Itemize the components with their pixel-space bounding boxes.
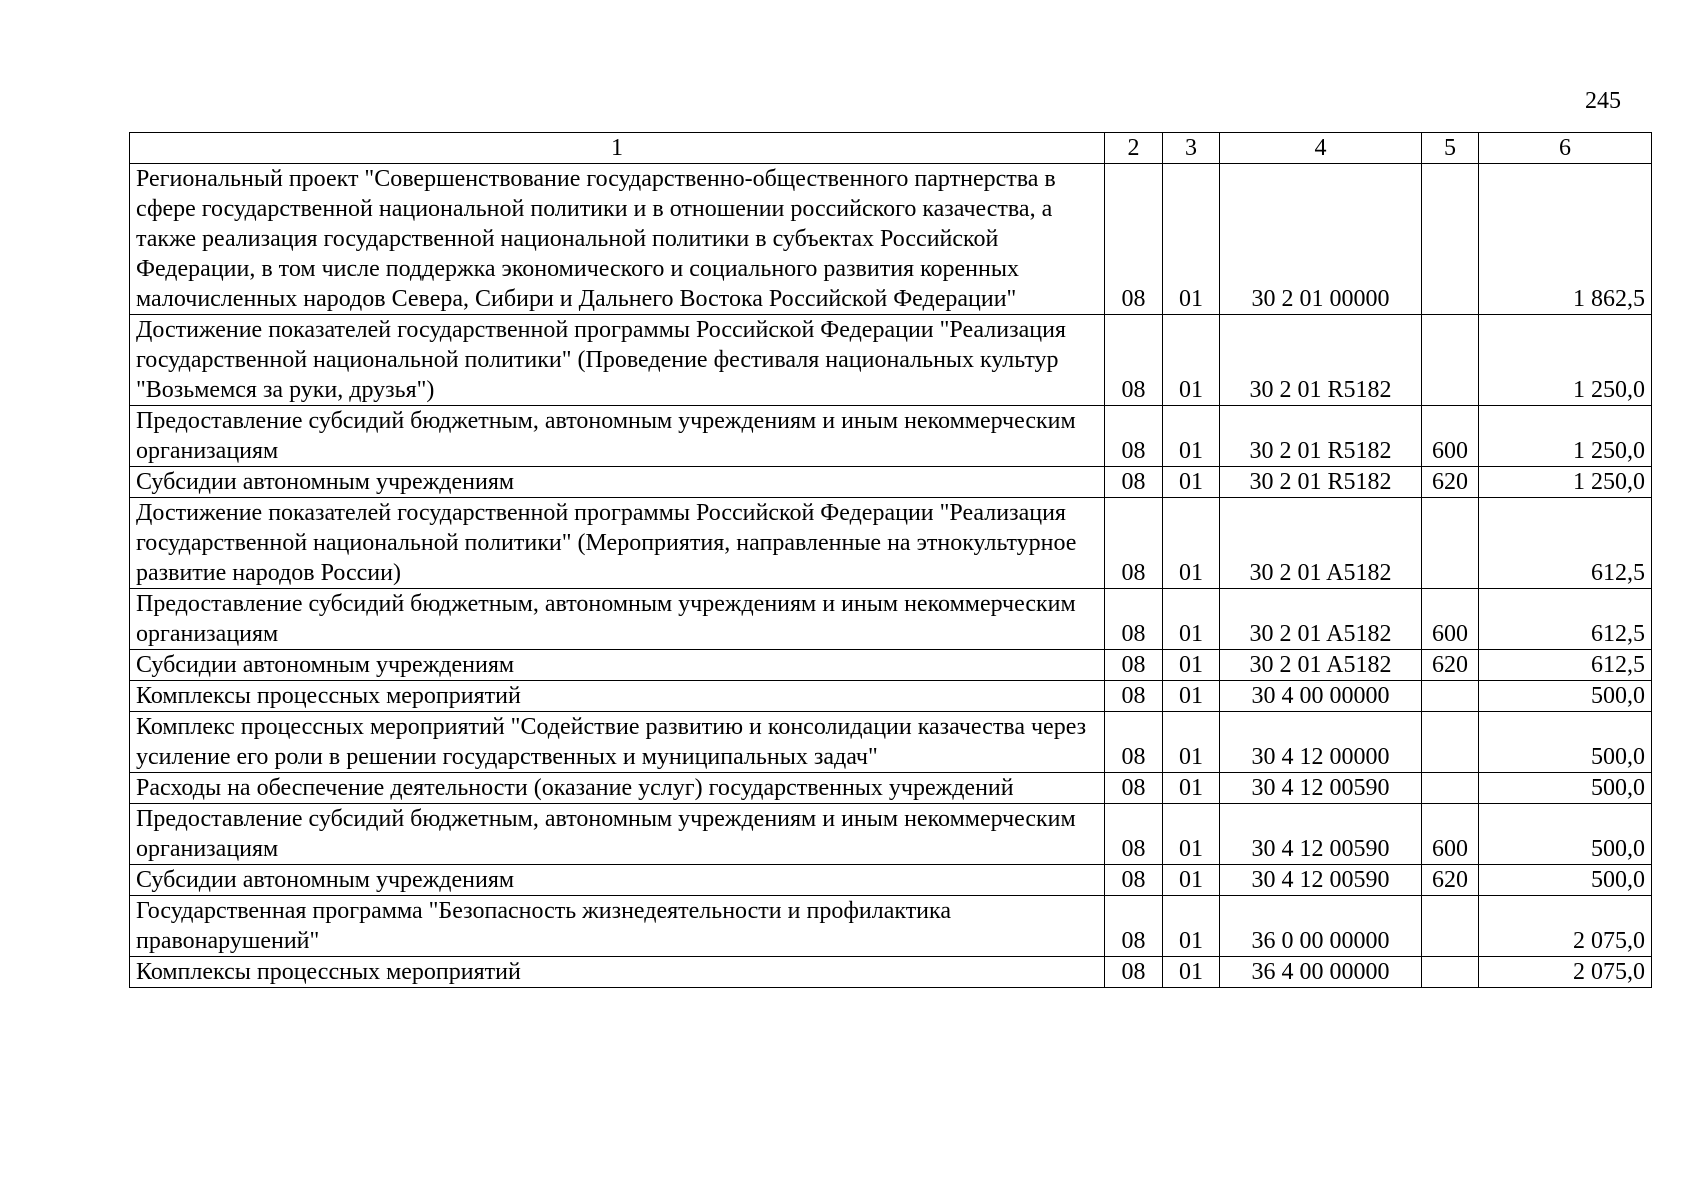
table-row <box>130 773 1652 804</box>
row-section-cell: 08 <box>1105 712 1163 773</box>
table-row <box>130 865 1652 896</box>
row-code-cell: 30 2 01 R5182 <box>1220 315 1422 406</box>
row-name-cell: Достижение показателей государственной программы Российской Федерации "Реализация государственной национальной политики" (Мероприятия, направленные на этнокультурное развитие народов России) <box>130 498 1105 589</box>
row-code-cell: 30 2 01 R5182 <box>1220 467 1422 498</box>
row-code-cell: 30 2 01 R5182 <box>1220 406 1422 467</box>
table-row <box>130 650 1652 681</box>
table-row <box>130 315 1652 406</box>
row-type-cell: 620 <box>1422 865 1479 896</box>
row-name-cell: Государственная программа "Безопасность жизнедеятельности и профилактика правонарушений" <box>130 896 1105 957</box>
row-type-cell <box>1422 773 1479 804</box>
row-section-cell: 08 <box>1105 896 1163 957</box>
header-col-1: 1 <box>130 133 1105 164</box>
row-subsection-cell: 01 <box>1163 804 1220 865</box>
table-row <box>130 498 1652 589</box>
row-subsection-cell: 01 <box>1163 712 1220 773</box>
row-type-cell: 600 <box>1422 589 1479 650</box>
row-sum-cell: 500,0 <box>1479 865 1652 896</box>
row-section-cell: 08 <box>1105 681 1163 712</box>
row-name-cell: Региональный проект "Совершенствование государственно-общественного партнерства в сфере государственной национальной политики и в отношении российского казачества, а также реализация государственной национальной политики в субъектах Российской Федерации, в том числе поддержка экономического и социального развития коренных малочисленных народов Севера, Сибири и Дальнего Востока Российской Федерации" <box>130 164 1105 315</box>
row-section-cell: 08 <box>1105 589 1163 650</box>
row-type-cell: 600 <box>1422 406 1479 467</box>
header-col-4: 4 <box>1220 133 1422 164</box>
row-subsection-cell: 01 <box>1163 957 1220 988</box>
header-col-3: 3 <box>1163 133 1220 164</box>
row-subsection-cell: 01 <box>1163 315 1220 406</box>
row-section-cell: 08 <box>1105 957 1163 988</box>
row-section-cell: 08 <box>1105 315 1163 406</box>
table-row <box>130 957 1652 988</box>
row-type-cell <box>1422 712 1479 773</box>
row-name-cell: Достижение показателей государственной программы Российской Федерации "Реализация государственной национальной политики" (Проведение фестиваля национальных культур "Возьмемся за руки, друзья") <box>130 315 1105 406</box>
row-section-cell: 08 <box>1105 406 1163 467</box>
row-type-cell <box>1422 896 1479 957</box>
row-name-cell: Комплексы процессных мероприятий <box>130 681 1105 712</box>
row-code-cell: 30 2 01 A5182 <box>1220 650 1422 681</box>
row-code-cell: 30 4 12 00590 <box>1220 865 1422 896</box>
header-col-6: 6 <box>1479 133 1652 164</box>
row-name-cell: Предоставление субсидий бюджетным, автономным учреждениям и иным некоммерческим организациям <box>130 406 1105 467</box>
table-row <box>130 712 1652 773</box>
row-name-cell: Предоставление субсидий бюджетным, автономным учреждениям и иным некоммерческим организациям <box>130 589 1105 650</box>
row-code-cell: 30 4 12 00000 <box>1220 712 1422 773</box>
row-type-cell <box>1422 498 1479 589</box>
table-row <box>130 164 1652 315</box>
row-name-cell: Субсидии автономным учреждениям <box>130 467 1105 498</box>
row-type-cell <box>1422 315 1479 406</box>
row-subsection-cell: 01 <box>1163 467 1220 498</box>
row-section-cell: 08 <box>1105 650 1163 681</box>
row-name-cell: Расходы на обеспечение деятельности (оказание услуг) государственных учреждений <box>130 773 1105 804</box>
row-sum-cell: 2 075,0 <box>1479 957 1652 988</box>
row-code-cell: 36 0 00 00000 <box>1220 896 1422 957</box>
row-section-cell: 08 <box>1105 804 1163 865</box>
row-sum-cell: 500,0 <box>1479 773 1652 804</box>
row-section-cell: 08 <box>1105 773 1163 804</box>
row-sum-cell: 612,5 <box>1479 650 1652 681</box>
row-sum-cell: 1 862,5 <box>1479 164 1652 315</box>
row-section-cell: 08 <box>1105 467 1163 498</box>
row-subsection-cell: 01 <box>1163 865 1220 896</box>
row-sum-cell: 612,5 <box>1479 498 1652 589</box>
row-sum-cell: 1 250,0 <box>1479 467 1652 498</box>
row-section-cell: 08 <box>1105 498 1163 589</box>
row-code-cell: 30 4 12 00590 <box>1220 804 1422 865</box>
table-row <box>130 406 1652 467</box>
header-col-5: 5 <box>1422 133 1479 164</box>
row-subsection-cell: 01 <box>1163 406 1220 467</box>
row-type-cell <box>1422 681 1479 712</box>
row-subsection-cell: 01 <box>1163 498 1220 589</box>
row-section-cell: 08 <box>1105 164 1163 315</box>
row-name-cell: Комплексы процессных мероприятий <box>130 957 1105 988</box>
row-name-cell: Субсидии автономным учреждениям <box>130 650 1105 681</box>
row-name-cell: Предоставление субсидий бюджетным, автономным учреждениям и иным некоммерческим организациям <box>130 804 1105 865</box>
row-sum-cell: 612,5 <box>1479 589 1652 650</box>
table-row <box>130 467 1652 498</box>
row-code-cell: 36 4 00 00000 <box>1220 957 1422 988</box>
row-sum-cell: 500,0 <box>1479 804 1652 865</box>
row-section-cell: 08 <box>1105 865 1163 896</box>
table-row <box>130 896 1652 957</box>
row-sum-cell: 2 075,0 <box>1479 896 1652 957</box>
row-subsection-cell: 01 <box>1163 896 1220 957</box>
row-subsection-cell: 01 <box>1163 773 1220 804</box>
row-sum-cell: 1 250,0 <box>1479 406 1652 467</box>
row-subsection-cell: 01 <box>1163 681 1220 712</box>
table-header <box>130 133 1652 164</box>
row-code-cell: 30 2 01 A5182 <box>1220 589 1422 650</box>
row-name-cell: Субсидии автономным учреждениям <box>130 865 1105 896</box>
table-row <box>130 804 1652 865</box>
row-type-cell <box>1422 957 1479 988</box>
row-name-cell: Комплекс процессных мероприятий "Содействие развитию и консолидации казачества через усиление его роли в решении государственных и муниципальных задач" <box>130 712 1105 773</box>
row-code-cell: 30 4 00 00000 <box>1220 681 1422 712</box>
header-col-2: 2 <box>1105 133 1163 164</box>
row-type-cell: 620 <box>1422 650 1479 681</box>
budget-table <box>129 132 1652 988</box>
table-body <box>130 164 1652 988</box>
row-sum-cell: 500,0 <box>1479 712 1652 773</box>
row-sum-cell: 1 250,0 <box>1479 315 1652 406</box>
row-code-cell: 30 2 01 00000 <box>1220 164 1422 315</box>
row-code-cell: 30 2 01 A5182 <box>1220 498 1422 589</box>
table-row <box>130 681 1652 712</box>
page-number: 245 <box>1585 88 1621 114</box>
header-row <box>130 133 1652 164</box>
row-code-cell: 30 4 12 00590 <box>1220 773 1422 804</box>
row-subsection-cell: 01 <box>1163 650 1220 681</box>
row-subsection-cell: 01 <box>1163 164 1220 315</box>
row-type-cell: 620 <box>1422 467 1479 498</box>
table-row <box>130 589 1652 650</box>
row-type-cell <box>1422 164 1479 315</box>
row-subsection-cell: 01 <box>1163 589 1220 650</box>
row-type-cell: 600 <box>1422 804 1479 865</box>
row-sum-cell: 500,0 <box>1479 681 1652 712</box>
